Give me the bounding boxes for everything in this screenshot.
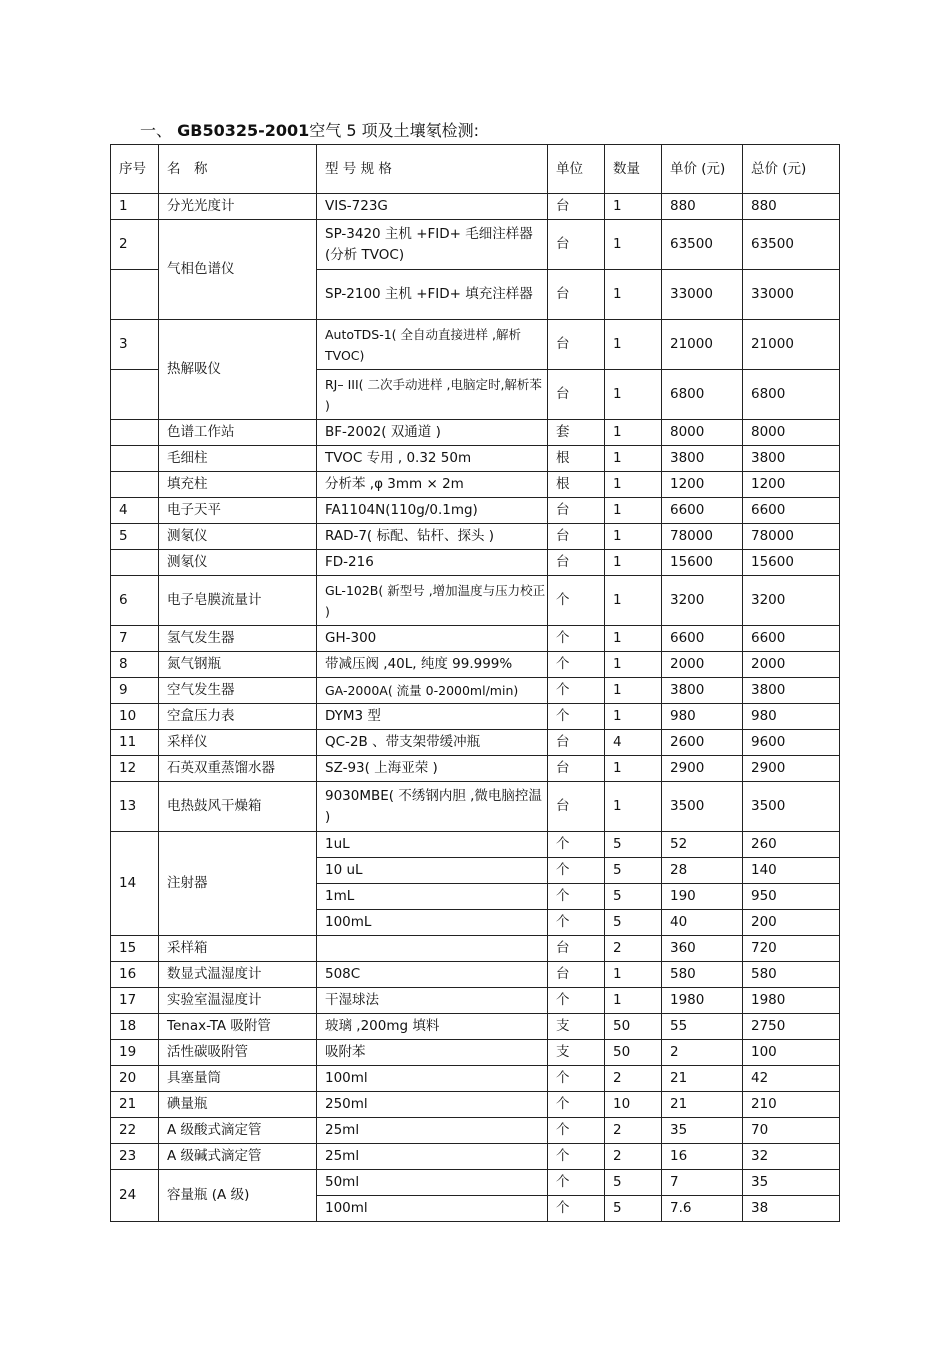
cell-total: 15600 [743, 550, 840, 576]
cell-spec: SP-2100 主机 +FID+ 填充注样器 [317, 270, 548, 320]
cell-price: 40 [662, 910, 743, 936]
cell-price: 580 [662, 962, 743, 988]
cell-qty: 4 [605, 730, 662, 756]
cell-no: 21 [111, 1092, 159, 1118]
cell-spec: 100ml [317, 1196, 548, 1222]
table-row [111, 730, 840, 756]
cell-unit: 台 [548, 320, 605, 370]
cell-price: 28 [662, 858, 743, 884]
cell-price: 2900 [662, 756, 743, 782]
cell-spec: SP-3420 主机 +FID+ 毛细注样器(分析 TVOC) [317, 220, 548, 270]
column-header-unit: 单位 [548, 145, 605, 194]
table-row [111, 1118, 840, 1144]
cell-no: 15 [111, 936, 159, 962]
cell-price: 7.6 [662, 1196, 743, 1222]
cell-total: 1200 [743, 472, 840, 498]
cell-qty: 2 [605, 936, 662, 962]
cell-qty: 50 [605, 1040, 662, 1066]
cell-no: 4 [111, 498, 159, 524]
cell-total: 140 [743, 858, 840, 884]
cell-name: 注射器 [159, 832, 317, 936]
cell-spec: 50ml [317, 1170, 548, 1196]
cell-spec: 9030MBE( 不绣钢内胆 ,微电脑控温 ) [317, 782, 548, 832]
cell-no: 7 [111, 626, 159, 652]
cell-no: 1 [111, 194, 159, 220]
cell-spec: 25ml [317, 1144, 548, 1170]
cell-unit: 台 [548, 730, 605, 756]
cell-spec: 带减压阀 ,40L, 纯度 99.999% [317, 652, 548, 678]
column-header-qty: 数量 [605, 145, 662, 194]
cell-price: 880 [662, 194, 743, 220]
cell-no: 19 [111, 1040, 159, 1066]
cell-spec: TVOC 专用 , 0.32 50m [317, 446, 548, 472]
cell-price: 2000 [662, 652, 743, 678]
cell-name: 空气发生器 [159, 678, 317, 704]
cell-total: 42 [743, 1066, 840, 1092]
cell-no: 11 [111, 730, 159, 756]
cell-spec: GH-300 [317, 626, 548, 652]
cell-total: 950 [743, 884, 840, 910]
cell-price: 1980 [662, 988, 743, 1014]
table-row [111, 704, 840, 730]
cell-unit: 台 [548, 370, 605, 420]
cell-name: 电子天平 [159, 498, 317, 524]
cell-total: 210 [743, 1092, 840, 1118]
cell-price: 3200 [662, 576, 743, 626]
cell-name: 热解吸仪 [159, 320, 317, 420]
table-row [111, 1170, 840, 1196]
cell-unit: 支 [548, 1014, 605, 1040]
table-row [111, 1040, 840, 1066]
table-row [111, 782, 840, 832]
cell-price: 1200 [662, 472, 743, 498]
cell-spec: RAD-7( 标配、钻杆、探头 ) [317, 524, 548, 550]
cell-unit: 个 [548, 1144, 605, 1170]
cell-no [111, 370, 159, 420]
table-row [111, 446, 840, 472]
cell-total: 35 [743, 1170, 840, 1196]
cell-spec: FD-216 [317, 550, 548, 576]
cell-qty: 5 [605, 910, 662, 936]
cell-spec: BF-2002( 双通道 ) [317, 420, 548, 446]
cell-qty: 1 [605, 756, 662, 782]
cell-no: 18 [111, 1014, 159, 1040]
column-header-total-price: 总价 (元) [743, 145, 840, 194]
cell-qty: 1 [605, 576, 662, 626]
cell-no: 14 [111, 832, 159, 936]
cell-price: 6600 [662, 498, 743, 524]
cell-total: 78000 [743, 524, 840, 550]
cell-name: 测氡仪 [159, 550, 317, 576]
cell-spec: AutoTDS-1( 全自动直接进样 ,解析 TVOC) [317, 320, 548, 370]
cell-total: 6600 [743, 626, 840, 652]
cell-unit: 台 [548, 550, 605, 576]
cell-price: 6800 [662, 370, 743, 420]
cell-unit: 套 [548, 420, 605, 446]
cell-total: 6800 [743, 370, 840, 420]
equipment-price-table [110, 144, 840, 1222]
cell-unit: 个 [548, 704, 605, 730]
cell-spec: 508C [317, 962, 548, 988]
cell-total: 38 [743, 1196, 840, 1222]
table-row [111, 320, 840, 370]
cell-name: 石英双重蒸馏水器 [159, 756, 317, 782]
cell-qty: 1 [605, 962, 662, 988]
cell-price: 55 [662, 1014, 743, 1040]
heading-title: 空气 5 项及土壤氡检测: [309, 121, 480, 140]
cell-spec: 分析苯 ,φ 3mm × 2m [317, 472, 548, 498]
cell-total: 8000 [743, 420, 840, 446]
cell-qty: 5 [605, 1170, 662, 1196]
cell-name: 电热鼓风干燥箱 [159, 782, 317, 832]
cell-total: 580 [743, 962, 840, 988]
table-row [111, 756, 840, 782]
cell-qty: 2 [605, 1144, 662, 1170]
cell-spec: 25ml [317, 1118, 548, 1144]
cell-total: 1980 [743, 988, 840, 1014]
cell-total: 720 [743, 936, 840, 962]
table-row [111, 962, 840, 988]
cell-unit: 根 [548, 446, 605, 472]
cell-total: 63500 [743, 220, 840, 270]
cell-price: 15600 [662, 550, 743, 576]
cell-name: 毛细柱 [159, 446, 317, 472]
cell-total: 200 [743, 910, 840, 936]
cell-no: 13 [111, 782, 159, 832]
cell-unit: 个 [548, 1170, 605, 1196]
cell-no [111, 270, 159, 320]
cell-spec: DYM3 型 [317, 704, 548, 730]
cell-no: 20 [111, 1066, 159, 1092]
cell-name: 空盒压力表 [159, 704, 317, 730]
cell-spec: 干湿球法 [317, 988, 548, 1014]
cell-unit: 台 [548, 498, 605, 524]
cell-unit: 个 [548, 1196, 605, 1222]
cell-unit: 个 [548, 988, 605, 1014]
cell-total: 9600 [743, 730, 840, 756]
cell-unit: 支 [548, 1040, 605, 1066]
table-row [111, 678, 840, 704]
table-row [111, 576, 840, 626]
column-header-name: 名 称 [159, 145, 317, 194]
cell-qty: 2 [605, 1118, 662, 1144]
table-row [111, 498, 840, 524]
cell-spec [317, 936, 548, 962]
cell-spec: 100mL [317, 910, 548, 936]
cell-total: 2750 [743, 1014, 840, 1040]
cell-unit: 台 [548, 524, 605, 550]
cell-spec: GA-2000A( 流量 0-2000ml/min) [317, 678, 548, 704]
cell-qty: 1 [605, 370, 662, 420]
cell-total: 880 [743, 194, 840, 220]
cell-price: 2600 [662, 730, 743, 756]
cell-qty: 1 [605, 446, 662, 472]
cell-unit: 个 [548, 652, 605, 678]
cell-no: 9 [111, 678, 159, 704]
cell-name: A 级酸式滴定管 [159, 1118, 317, 1144]
table-row [111, 1144, 840, 1170]
cell-spec: QC-2B 、带支架带缓冲瓶 [317, 730, 548, 756]
cell-spec: 250ml [317, 1092, 548, 1118]
column-header-spec: 型 号 规 格 [317, 145, 548, 194]
cell-no [111, 420, 159, 446]
cell-price: 16 [662, 1144, 743, 1170]
cell-price: 52 [662, 832, 743, 858]
cell-qty: 5 [605, 832, 662, 858]
cell-qty: 5 [605, 884, 662, 910]
cell-total: 260 [743, 832, 840, 858]
cell-qty: 1 [605, 472, 662, 498]
cell-spec: 1uL [317, 832, 548, 858]
cell-qty: 1 [605, 498, 662, 524]
cell-price: 3500 [662, 782, 743, 832]
cell-qty: 1 [605, 988, 662, 1014]
heading-prefix: 一、 [140, 121, 173, 140]
table-header-row [111, 145, 840, 194]
cell-qty: 5 [605, 1196, 662, 1222]
column-header-unit-price: 单价 (元) [662, 145, 743, 194]
table-row [111, 988, 840, 1014]
table-row [111, 832, 840, 858]
cell-qty: 50 [605, 1014, 662, 1040]
cell-price: 3800 [662, 446, 743, 472]
cell-name: 分光光度计 [159, 194, 317, 220]
cell-qty: 5 [605, 858, 662, 884]
cell-price: 78000 [662, 524, 743, 550]
cell-total: 980 [743, 704, 840, 730]
cell-no [111, 446, 159, 472]
cell-total: 3200 [743, 576, 840, 626]
cell-name: 氢气发生器 [159, 626, 317, 652]
cell-spec: 10 uL [317, 858, 548, 884]
column-header-no: 序号 [111, 145, 159, 194]
cell-unit: 台 [548, 936, 605, 962]
cell-name: 采样仪 [159, 730, 317, 756]
cell-unit: 个 [548, 1118, 605, 1144]
cell-qty: 1 [605, 320, 662, 370]
cell-price: 35 [662, 1118, 743, 1144]
cell-no: 3 [111, 320, 159, 370]
cell-no: 16 [111, 962, 159, 988]
cell-no: 5 [111, 524, 159, 550]
cell-name: 测氡仪 [159, 524, 317, 550]
heading-standard-code: GB50325-2001 [177, 121, 310, 140]
cell-no: 17 [111, 988, 159, 1014]
cell-unit: 个 [548, 678, 605, 704]
cell-price: 21000 [662, 320, 743, 370]
cell-qty: 1 [605, 704, 662, 730]
cell-name: Tenax-TA 吸附管 [159, 1014, 317, 1040]
cell-spec: 吸附苯 [317, 1040, 548, 1066]
cell-qty: 10 [605, 1092, 662, 1118]
cell-qty: 1 [605, 420, 662, 446]
cell-qty: 2 [605, 1066, 662, 1092]
cell-price: 7 [662, 1170, 743, 1196]
cell-no: 12 [111, 756, 159, 782]
cell-unit: 台 [548, 782, 605, 832]
section-heading [140, 118, 479, 141]
cell-unit: 台 [548, 220, 605, 270]
cell-total: 70 [743, 1118, 840, 1144]
cell-price: 360 [662, 936, 743, 962]
cell-qty: 1 [605, 626, 662, 652]
cell-total: 3500 [743, 782, 840, 832]
table-row [111, 524, 840, 550]
cell-name: 活性碳吸附管 [159, 1040, 317, 1066]
table-row [111, 1066, 840, 1092]
cell-name: 数显式温湿度计 [159, 962, 317, 988]
cell-qty: 1 [605, 220, 662, 270]
cell-spec: 玻璃 ,200mg 填料 [317, 1014, 548, 1040]
cell-name: 实验室温湿度计 [159, 988, 317, 1014]
cell-name: A 级碱式滴定管 [159, 1144, 317, 1170]
cell-no: 23 [111, 1144, 159, 1170]
cell-no: 24 [111, 1170, 159, 1222]
cell-price: 8000 [662, 420, 743, 446]
cell-unit: 个 [548, 1092, 605, 1118]
cell-name: 具塞量筒 [159, 1066, 317, 1092]
cell-price: 190 [662, 884, 743, 910]
cell-unit: 个 [548, 884, 605, 910]
cell-total: 21000 [743, 320, 840, 370]
table-row [111, 194, 840, 220]
cell-price: 3800 [662, 678, 743, 704]
cell-qty: 1 [605, 550, 662, 576]
cell-unit: 台 [548, 756, 605, 782]
cell-qty: 1 [605, 678, 662, 704]
cell-unit: 个 [548, 832, 605, 858]
cell-name: 采样箱 [159, 936, 317, 962]
cell-no [111, 472, 159, 498]
cell-spec: FA1104N(110g/0.1mg) [317, 498, 548, 524]
cell-name: 容量瓶 (A 级) [159, 1170, 317, 1222]
cell-total: 2900 [743, 756, 840, 782]
cell-no: 22 [111, 1118, 159, 1144]
cell-name: 气相色谱仪 [159, 220, 317, 320]
table-row [111, 652, 840, 678]
cell-spec: 100ml [317, 1066, 548, 1092]
cell-unit: 根 [548, 472, 605, 498]
cell-no: 8 [111, 652, 159, 678]
cell-name: 氮气钢瓶 [159, 652, 317, 678]
cell-qty: 1 [605, 524, 662, 550]
cell-price: 2 [662, 1040, 743, 1066]
table-row [111, 1014, 840, 1040]
cell-unit: 台 [548, 194, 605, 220]
cell-name: 碘量瓶 [159, 1092, 317, 1118]
cell-total: 2000 [743, 652, 840, 678]
cell-total: 100 [743, 1040, 840, 1066]
table-row [111, 936, 840, 962]
table-row [111, 220, 840, 270]
cell-price: 21 [662, 1092, 743, 1118]
cell-total: 33000 [743, 270, 840, 320]
cell-no: 2 [111, 220, 159, 270]
cell-spec: GL-102B( 新型号 ,增加温度与压力校正 ) [317, 576, 548, 626]
table-row [111, 472, 840, 498]
cell-spec: VIS-723G [317, 194, 548, 220]
cell-price: 33000 [662, 270, 743, 320]
cell-no: 6 [111, 576, 159, 626]
cell-unit: 个 [548, 1066, 605, 1092]
table-row [111, 420, 840, 446]
cell-unit: 个 [548, 858, 605, 884]
table-row [111, 1092, 840, 1118]
table-row [111, 626, 840, 652]
cell-unit: 个 [548, 576, 605, 626]
cell-unit: 个 [548, 626, 605, 652]
cell-price: 980 [662, 704, 743, 730]
cell-spec: RJ– III( 二次手动进样 ,电脑定时,解析苯 ) [317, 370, 548, 420]
cell-total: 3800 [743, 446, 840, 472]
cell-no [111, 550, 159, 576]
cell-name: 色谱工作站 [159, 420, 317, 446]
cell-spec: 1mL [317, 884, 548, 910]
cell-unit: 个 [548, 910, 605, 936]
cell-unit: 台 [548, 962, 605, 988]
cell-spec: SZ-93( 上海亚荣 ) [317, 756, 548, 782]
cell-price: 63500 [662, 220, 743, 270]
cell-total: 6600 [743, 498, 840, 524]
cell-qty: 1 [605, 270, 662, 320]
cell-qty: 1 [605, 652, 662, 678]
cell-qty: 1 [605, 194, 662, 220]
cell-price: 6600 [662, 626, 743, 652]
cell-qty: 1 [605, 782, 662, 832]
cell-unit: 台 [548, 270, 605, 320]
cell-name: 填充柱 [159, 472, 317, 498]
cell-price: 21 [662, 1066, 743, 1092]
table-row [111, 550, 840, 576]
cell-total: 32 [743, 1144, 840, 1170]
cell-no: 10 [111, 704, 159, 730]
cell-total: 3800 [743, 678, 840, 704]
cell-name: 电子皂膜流量计 [159, 576, 317, 626]
